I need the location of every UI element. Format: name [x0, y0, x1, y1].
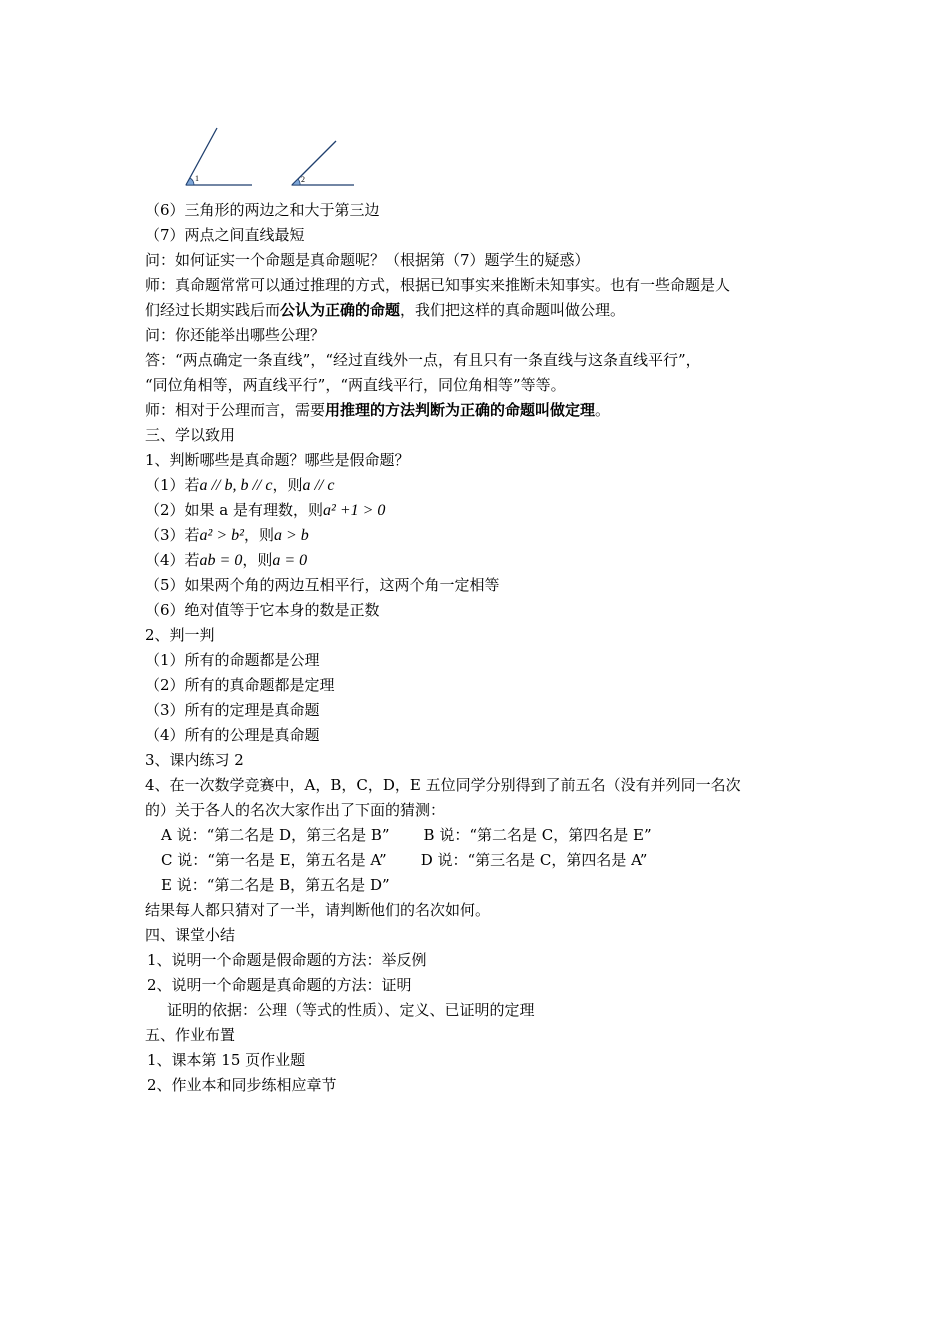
line-text: ，则: [272, 476, 303, 494]
text-line: （7）两点之间直线最短: [145, 226, 305, 244]
text-line: “同位角相等，两直线平行”，“两直线平行，同位角相等”等等。: [145, 376, 566, 394]
text-line: [145, 523, 815, 548]
text-line: 五、作业布置: [145, 1026, 236, 1044]
line-text: ，则: [243, 526, 274, 544]
line-text: （2）如果 a 是有理数，则: [145, 501, 324, 519]
text-line: （1）所有的命题都是公理: [145, 651, 320, 669]
text-line: [145, 823, 815, 848]
text-line: （5）如果两个角的两边互相平行，这两个角一定相等: [145, 576, 500, 594]
text-line: 2、说明一个命题是真命题的方法：证明: [147, 976, 412, 994]
text-line: （2）所有的真命题都是定理: [145, 676, 335, 694]
text-line: 答：“两点确定一条直线”，“经过直线外一点，有且只有一条直线与这条直线平行”，: [145, 351, 701, 369]
line-text: （1）若: [145, 476, 200, 494]
guess-statement: A 说：“第二名是 D，第三名是 B”: [161, 826, 390, 844]
line-text: ，我们把这样的真命题叫做公理。: [400, 301, 626, 319]
math-expression: a // b, b // c: [199, 477, 273, 494]
angle-figures: [180, 122, 370, 192]
text-line: 问：如何证实一个命题是真命题呢？（根据第（7）题学生的疑惑）: [145, 251, 590, 269]
text-line: 四、课堂小结: [145, 926, 236, 944]
text-line: （3）所有的定理是真命题: [145, 701, 320, 719]
text-line: 1、课本第 15 页作业题: [147, 1051, 306, 1069]
angle-1-figure: [186, 128, 252, 185]
text-line: [145, 873, 815, 898]
line-text: 。: [595, 401, 611, 419]
text-line: [145, 848, 815, 873]
text-line: [145, 473, 815, 498]
guess-statement: B 说：“第二名是 C，第四名是 E”: [423, 826, 652, 844]
text-line: 2、判一判: [145, 626, 215, 644]
line-text: （4）若: [145, 551, 200, 569]
text-line: 的）关于各人的名次大家作出了下面的猜测：: [145, 801, 446, 819]
text-line: 4、在一次数学竞赛中，A，B，C，D，E 五位同学分别得到了前五名（没有并列同一名次: [145, 776, 741, 794]
text-line: [145, 548, 815, 573]
text-line: 结果每人都只猜对了一半，请判断他们的名次如何。: [145, 901, 491, 919]
text-line: [145, 298, 815, 323]
math-expression: a // c: [302, 477, 335, 494]
angle-1-label: 1: [195, 174, 199, 183]
math-expression: ab = 0: [199, 552, 243, 569]
text-line: [145, 498, 815, 523]
guess-statement: D 说：“第三名是 C，第四名是 A”: [420, 851, 648, 869]
math-expression: a > b: [273, 527, 309, 544]
emphasized-text: 公认为正确的命题: [280, 301, 401, 319]
text-line: 证明的依据：公理（等式的性质）、定义、已证明的定理: [167, 1001, 535, 1019]
math-expression: a² +1 > 0: [323, 502, 386, 519]
line-text: 师：相对于公理而言，需要: [145, 401, 326, 419]
text-line: 三、学以致用: [145, 426, 236, 444]
text-line: 3、课内练习 2: [145, 751, 244, 769]
text-line: 2、作业本和同步练相应章节: [147, 1076, 337, 1094]
text-line: 师：真命题常常可以通过推理的方式，根据已知事实来推断未知事实。也有一些命题是人: [145, 276, 731, 294]
guess-statement: E 说：“第二名是 B，第五名是 D”: [161, 876, 390, 894]
text-line: 1、说明一个命题是假命题的方法：举反例: [147, 951, 427, 969]
math-expression: a = 0: [272, 552, 308, 569]
math-expression: a² > b²: [199, 527, 244, 544]
line-text: （3）若: [145, 526, 200, 544]
text-line: 问：你还能举出哪些公理？: [145, 326, 326, 344]
text-line: （4）所有的公理是真命题: [145, 726, 320, 744]
guess-statement: C 说：“第一名是 E，第五名是 A”: [161, 851, 387, 869]
line-text: ，则: [242, 551, 273, 569]
text-line: （6）绝对值等于它本身的数是正数: [145, 601, 380, 619]
text-line: （6）三角形的两边之和大于第三边: [145, 201, 380, 219]
angle-2-label: 2: [301, 175, 305, 184]
document-body: [145, 198, 815, 1098]
text-line: [145, 398, 815, 423]
emphasized-text: 用推理的方法判断为正确的命题叫做定理: [325, 401, 596, 419]
line-text: 们经过长期实践后而: [145, 301, 281, 319]
text-line: 1、判断哪些是真命题？哪些是假命题？: [145, 451, 410, 469]
angle-2-figure: [292, 141, 354, 185]
